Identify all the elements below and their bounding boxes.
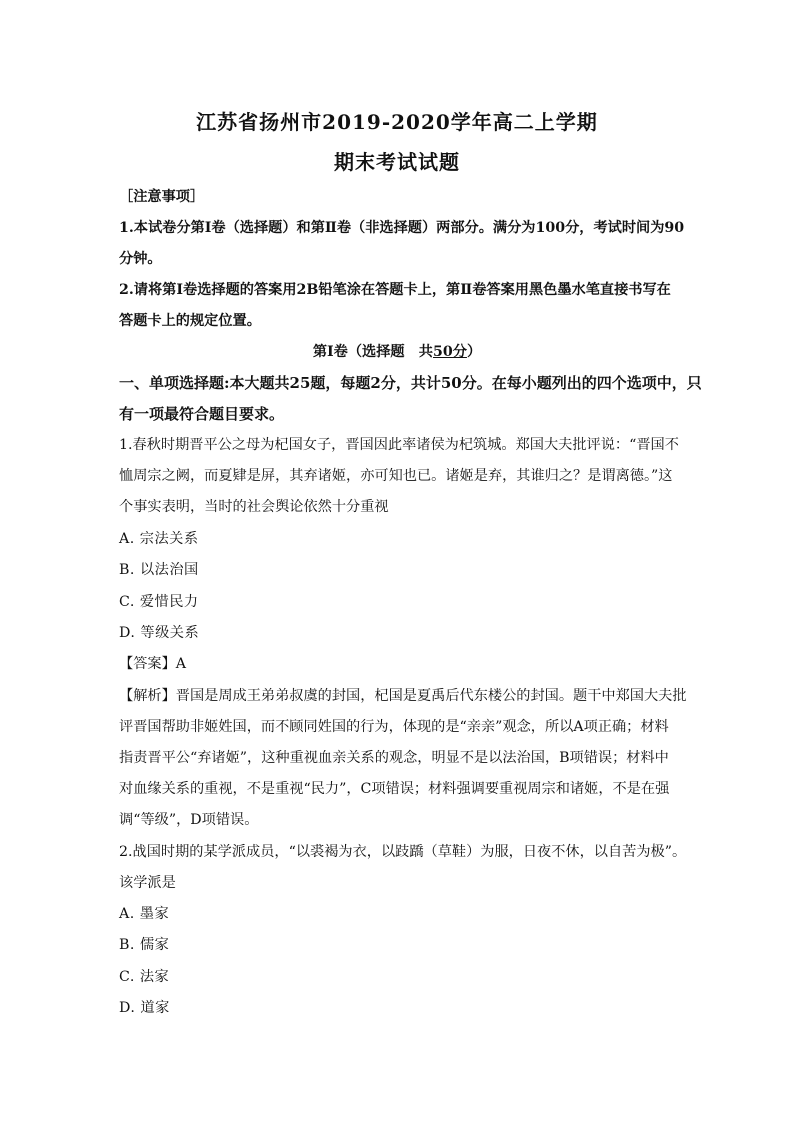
section-intro-line-2: 有一项最符合题目要求。 <box>119 405 285 423</box>
q1-option-b: B. 以法治国 <box>119 562 199 578</box>
section-title-pre: 第Ⅰ卷（选择题 共 <box>312 344 433 360</box>
q1-stem-line-1: 1.春秋时期晋平公之母为杞国女子，晋国因此率诸侯为杞筑城。郑国大夫批评说：“晋国不 <box>119 437 679 453</box>
q1-option-a: A. 宗法关系 <box>119 531 199 547</box>
notes-line-4: 答题卡上的规定位置。 <box>119 313 261 329</box>
section-title-post: ） <box>466 344 482 360</box>
q1-option-c: C. 爱惜民力 <box>119 594 199 610</box>
q1-analysis-line-2: 评晋国帮助非姬姓国，而不顾同姓国的行为，体现的是“亲亲”观念，所以A项正确；材料 <box>119 719 669 735</box>
document-subtitle: 期末考试试题 <box>334 150 460 174</box>
notes-line-3: 2.请将第Ⅰ卷选择题的答案用2B铅笔涂在答题卡上，第Ⅱ卷答案用黑色墨水笔直接书写在 <box>119 282 671 298</box>
section-title <box>0 342 794 362</box>
q1-analysis-line-3: 指责晋平公“弃诸姬”，这种重视血亲关系的观念，明显不是以法治国，B项错误；材料中 <box>119 750 669 766</box>
document-title: 江苏省扬州市2019-2020学年高二上学期 <box>196 110 598 134</box>
q1-analysis-line-4: 对血缘关系的重视，不是重视“民力”，C项错误；材料强调要重视周宗和诸姬，不是在强 <box>119 781 670 797</box>
q1-option-d: D. 等级关系 <box>119 625 200 641</box>
notes-heading: ［注意事项］ <box>119 189 205 205</box>
q1-analysis-line-1: 【解析】晋国是周成王弟弟叔虞的封国，杞国是夏禹后代东楼公的封国。题干中郑国大夫批 <box>119 688 687 704</box>
q2-option-a: A. 墨家 <box>119 906 170 922</box>
section-title-score: 50分 <box>433 344 467 360</box>
q1-stem-line-3: 个事实表明，当时的社会舆论依然十分重视 <box>119 499 389 515</box>
q2-option-b: B. 儒家 <box>119 937 170 953</box>
q1-stem-line-2: 恤周宗之阙，而夏肄是屏，其弃诸姬，亦可知也已。诸姬是弃，其谁归之？是谓离德。”这 <box>119 468 673 484</box>
section-intro-line-1: 一、单项选择题:本大题共25题，每题2分，共计50分。在每小题列出的四个选项中，只 <box>119 374 702 392</box>
q1-answer: 【答案】A <box>119 656 186 672</box>
q2-option-d: D. 道家 <box>119 1000 170 1016</box>
q2-option-c: C. 法家 <box>119 969 170 985</box>
q2-stem-line-1: 2.战国时期的某学派成员，“以裘褐为衣，以跂蹻（草鞋）为服，日夜不休，以自苦为极”。 <box>119 844 687 860</box>
notes-line-2: 分钟。 <box>119 251 162 267</box>
notes-line-1: 1.本试卷分第Ⅰ卷（选择题）和第Ⅱ卷（非选择题）两部分。满分为100分，考试时间为90 <box>119 220 685 236</box>
q2-stem-line-2: 该学派是 <box>119 875 176 891</box>
q1-analysis-line-5: 调“等级”，D项错误。 <box>119 812 259 828</box>
